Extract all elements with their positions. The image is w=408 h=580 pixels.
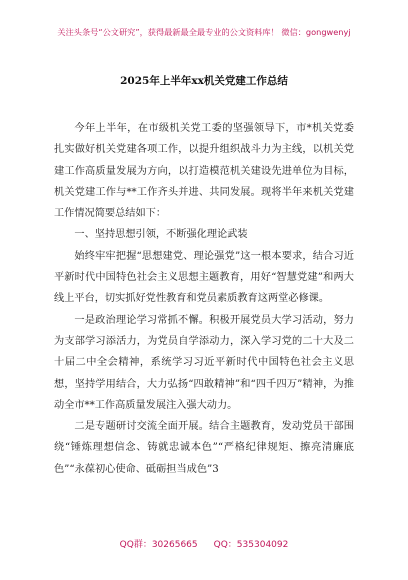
footer-contact bbox=[0, 537, 408, 550]
body-paragraph: 二是专题研讨交流全面开展。结合主题教育，发动党员干部围绕“锤炼理想信念、铸就忠诚本色”“严格纪律规矩、擦亮清廉底色”“永葆初心使命、砥砺担当成色”3 bbox=[54, 421, 354, 475]
document-title: 2025年上半年xx机关党建工作总结 bbox=[120, 75, 288, 87]
header-banner: 关注头条号“公文研究”，获得最新最全最专业的公文资料库！ 微信：gongwenyj bbox=[57, 27, 351, 37]
body-paragraph: 一是政治理论学习常抓不懈。积极开展党员大学习活动，努力为支部学习添活力，为党员自学添动力，深入学习党的二十大及二十届二中全会精神，系统学习习近平新时代中国特色社会主义思想，坚持学用结合，大力弘扬“四敢精神”和“四千四万”精神，为推动全市**工作高质量发展注入强大动力。 bbox=[54, 314, 354, 411]
document-body bbox=[54, 118, 354, 480]
footer-qq-group: QQ群：30265665 bbox=[119, 540, 198, 550]
footer-qq: QQ：535304092 bbox=[213, 540, 289, 550]
section-heading-1: 一、坚持思想引领，不断强化理论武装 bbox=[74, 229, 248, 241]
intro-paragraph: 今年上半年，在市级机关党工委的坚强领导下，市*机关党委扎实做好机关党建各项工作，以提升组织战斗力为主线，以机关党建工作高质量发展为方向，以打造模范机关建设先进单位为目标，机关党建工作与**工作齐头并进、共同发展。现将半年来机关党建工作情况简要总结如下： bbox=[54, 123, 354, 220]
body-paragraph: 始终牢牢把握“思想建党、理论强党”这一根本要求，结合习近平新时代中国特色社会主义思想主题教育，用好“智慧党建”和两大线上平台，切实抓好党性教育和党员素质教育这两堂必修课。 bbox=[54, 250, 354, 305]
